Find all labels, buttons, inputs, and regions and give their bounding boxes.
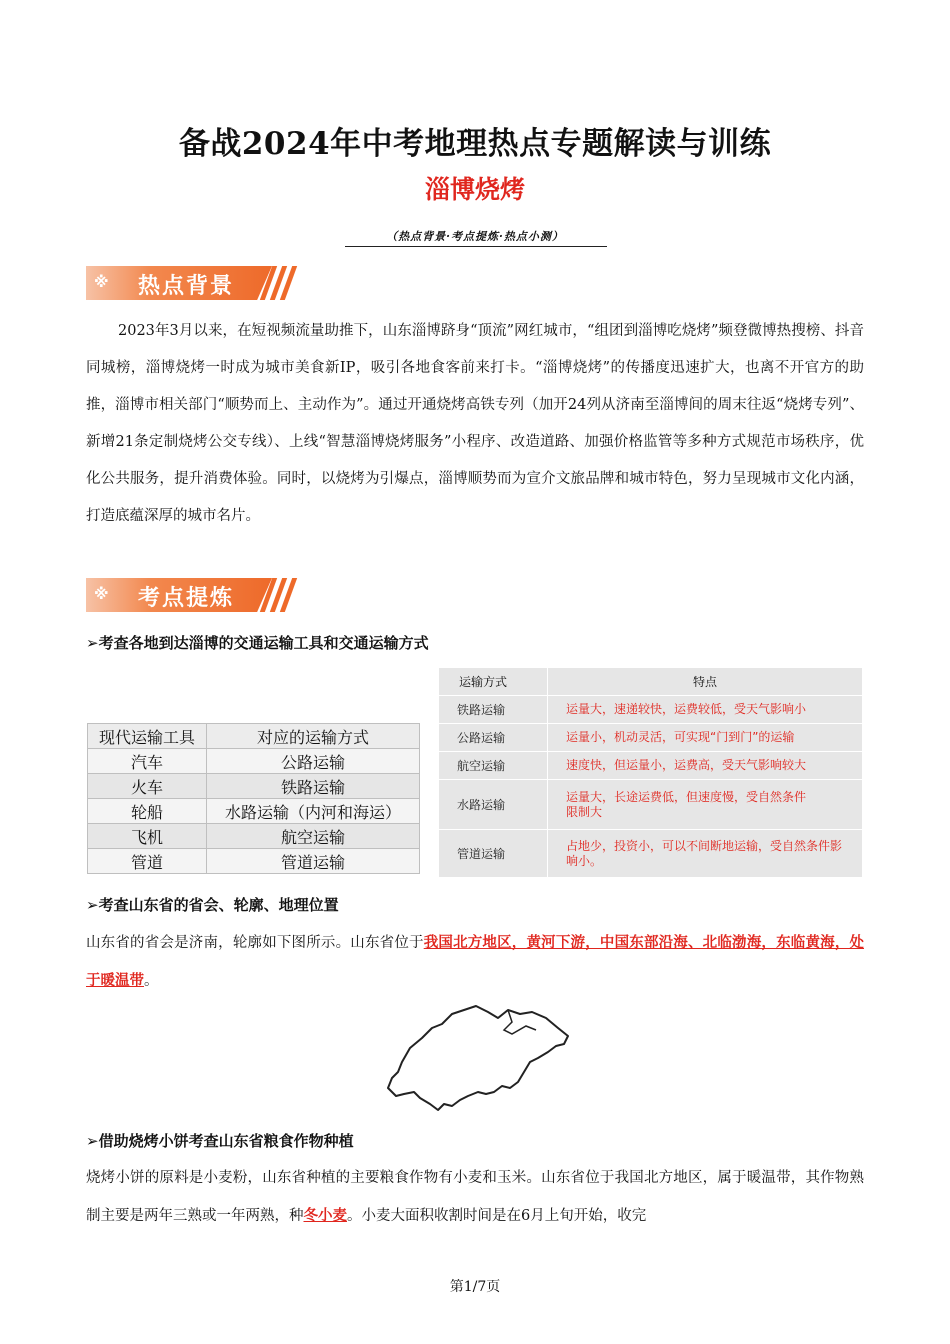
shandong-outline-map [380, 1000, 580, 1118]
transport-modes-table [438, 667, 863, 878]
page-subtitle: 淄博烧烤 [424, 175, 525, 204]
table-cell: 火车 [88, 774, 207, 799]
table-row [439, 724, 863, 752]
table-cell: 铁路运输 [439, 696, 548, 724]
table-row [88, 849, 420, 874]
table-cell: 水路运输 [439, 780, 548, 830]
table-cell: 轮船 [88, 799, 207, 824]
table-row [88, 799, 420, 824]
table-header-cell: 对应的运输方式 [206, 724, 419, 749]
table-header-row [88, 724, 420, 749]
table-cell: 航空运输 [206, 824, 419, 849]
table-cell: 航空运输 [439, 752, 548, 780]
page-number: 第1/7页 [449, 1279, 501, 1295]
background-paragraph [86, 313, 864, 535]
table-cell: 管道 [88, 849, 207, 874]
banner-label: 考点提炼 [138, 586, 235, 611]
table-cell: 速度快，但运量小，运费高，受天气影响较大 [548, 752, 863, 780]
section-banner-points [86, 578, 296, 616]
point3-text-end: 。小麦大面积收割时间是在6月上旬开始，收完 [347, 1208, 647, 1224]
tagline-underline [345, 246, 607, 247]
table-row [439, 830, 863, 878]
background-text: 2023年3月以来，在短视频流量助推下，山东淄博跻身“顶流”网红城市，“组团到淄博吃烧烤”频登微博热搜榜、抖音同城榜，淄博烧烤一时成为城市美食新IP，吸引各地食客前来打卡。“淄博烧烤”的传播度迅速扩大，也离不开官方的助推，淄博市相关部门“顺势而上、主动作为”。通过开通烧烤高铁专列（加开24列从济南至淄博间的周末往返“烧烤专列”、新增21条定制烧烤公交专线）、上线“智慧淄博烧烤服务”小程序、改造道路、加强价格监管等多种方式规范市场秩序，优化公共服务，提升消费体验。同时，以烧烤为引爆点，淄博顺势而为宣介文旅品牌和城市特色，努力呈现城市文化内涵，打造底蕴深厚的城市名片。 [86, 323, 864, 524]
point3-heading: ➢借助烧烤小饼考查山东省粮食作物种植 [86, 1132, 354, 1150]
table-cell: 公路运输 [439, 724, 548, 752]
table-cell: 铁路运输 [206, 774, 419, 799]
section-banner-background [86, 266, 296, 304]
point2-text: 山东省的省会是济南，轮廓如下图所示。山东省位于 [86, 935, 424, 951]
table-header-row [439, 668, 863, 696]
table-row [439, 696, 863, 724]
point3-text: 烧烤小饼的原料是小麦粉，山东省种植的主要粮食作物有小麦和玉米。山东省位于我国北方地区，属于暖温带，其作物熟制主要是两年三熟或一年两熟，种 [86, 1170, 864, 1224]
point3-highlight: 冬小麦 [303, 1207, 347, 1224]
table-cell: 运量大，长途运费低，但速度慢，受自然条件限制大 [548, 780, 863, 830]
star-icon: ※ [94, 273, 109, 291]
point2-paragraph [86, 924, 864, 1000]
table-cell: 飞机 [88, 824, 207, 849]
table-row [88, 774, 420, 799]
point2-highlight: 我国北方地区，黄河下游，中国东部沿海、北临渤海，东临黄海，处于暖温带 [86, 934, 864, 989]
table-cell: 运量小，机动灵活，可实现“门到门”的运输 [548, 724, 863, 752]
table-cell: 管道运输 [206, 849, 419, 874]
table-header-cell: 运输方式 [439, 668, 548, 696]
table-cell: 水路运输（内河和海运） [206, 799, 419, 824]
table-header-cell: 现代运输工具 [88, 724, 207, 749]
star-icon: ※ [94, 585, 109, 603]
table-row [439, 752, 863, 780]
table-cell: 汽车 [88, 749, 207, 774]
point2-text-end: 。 [144, 973, 159, 989]
point3-paragraph [86, 1160, 864, 1235]
table-header-cell: 特点 [548, 668, 863, 696]
point2-heading: ➢考查山东省的省会、轮廓、地理位置 [86, 896, 339, 914]
tagline: （热点背景·考点提炼·热点小测） [386, 230, 564, 243]
shandong-outline [388, 1006, 568, 1110]
banner-label: 热点背景 [138, 274, 235, 299]
table-row [88, 749, 420, 774]
table-cell: 公路运输 [206, 749, 419, 774]
table-row [439, 780, 863, 830]
table-cell: 占地少，投资小，可以不间断地运输，受自然条件影响小。 [548, 830, 863, 878]
page-title: 备战2024年中考地理热点专题解读与训练 [178, 126, 772, 162]
table-cell: 管道运输 [439, 830, 548, 878]
point1-heading: ➢考查各地到达淄博的交通运输工具和交通运输方式 [86, 634, 429, 652]
table-row [88, 824, 420, 849]
transport-tools-table [87, 723, 420, 874]
table-cell: 运量大，速递较快，运费较低，受天气影响小 [548, 696, 863, 724]
